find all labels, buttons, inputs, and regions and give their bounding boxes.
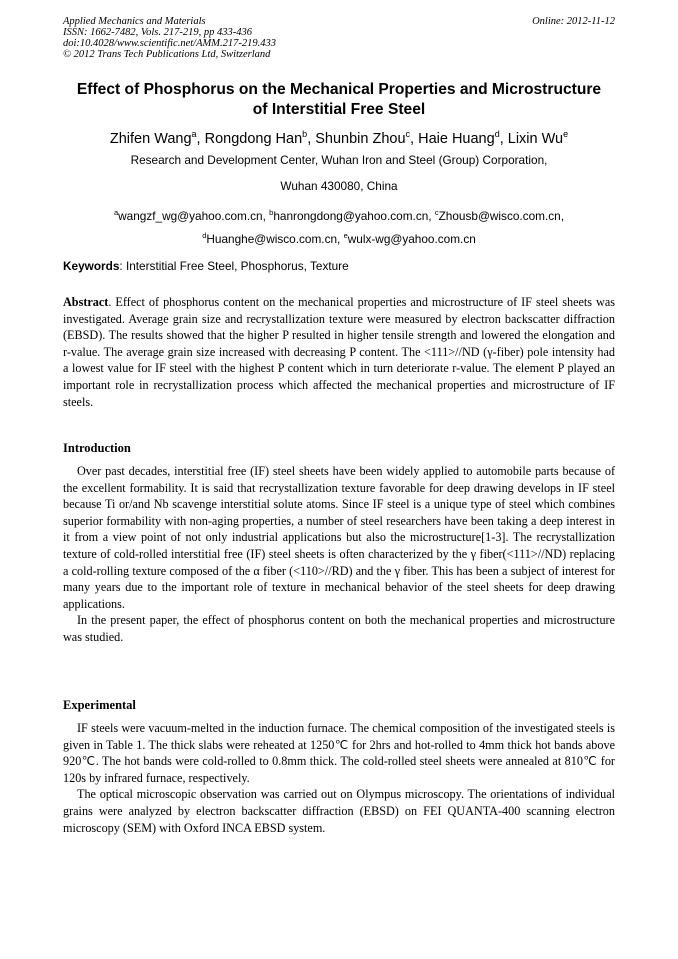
introduction-heading: Introduction bbox=[63, 441, 131, 455]
journal-header bbox=[63, 16, 615, 60]
email-mark: a bbox=[113, 208, 119, 217]
author-name: Zhifen Wang bbox=[109, 130, 192, 147]
title-line-2: of Interstitial Free Steel bbox=[252, 101, 426, 118]
experimental-body bbox=[63, 720, 615, 836]
keywords-text: : Interstitial Free Steel, Phosphorus, Texture bbox=[119, 259, 349, 273]
author-name: Haie Huang bbox=[418, 130, 495, 147]
title-line-1: Effect of Phosphorus on the Mechanical Properties and Microstructure bbox=[76, 81, 602, 98]
email-mark: b bbox=[269, 208, 274, 217]
keywords-label: Keywords bbox=[63, 259, 120, 273]
email-link[interactable]: Huanghe@wisco.com.cn, bbox=[206, 231, 344, 246]
email-link[interactable]: hanrongdong@yahoo.com.cn, bbox=[273, 208, 435, 223]
author-affil-mark: d bbox=[494, 129, 500, 139]
author-separator: , bbox=[196, 130, 205, 147]
author-affil-mark: b bbox=[302, 129, 308, 139]
email-link[interactable]: wulx-wg@yahoo.com.cn bbox=[347, 231, 476, 246]
keywords bbox=[63, 259, 615, 274]
author-separator: , bbox=[499, 130, 508, 147]
affiliation-line-2: Wuhan 430080, China bbox=[280, 179, 398, 193]
author-affil-mark: e bbox=[563, 129, 569, 139]
author-separator: , bbox=[410, 130, 419, 147]
introduction-paragraph-1: Over past decades, interstitial free (IF) steel sheets have been widely applied to automobile parts because of the excellent formability. It is said that recrystallization texture favorable for deep drawing develops in IF steel because Ti or/and Nb scavenge interstitial solute atoms. Since IF steel is a unique type of steel which combines superior formability with non-aging properties, a number of steel researchers have been taking a deep interest in it from a view point of not only industrial applications but also the microstructure[1-3]. The recrystallization texture of cold-rolled interstitial free (IF) steel sheets is often characterized by the γ fiber(<111>//ND) replacing a cold-rolling texture composed of the α fiber (<110>//RD) and the γ fiber. This has been a subject of interest for many years due to the important role of texture in mechanical behavior of the steel sheets for deep drawing applications. bbox=[63, 464, 615, 611]
affiliation-line-1: Research and Development Center, Wuhan Iron and Steel (Group) Corporation, bbox=[130, 153, 548, 167]
abstract bbox=[63, 294, 615, 410]
email-link[interactable]: wangzf_wg@yahoo.com.cn, bbox=[118, 208, 270, 223]
email-mark: d bbox=[202, 230, 207, 240]
author-separator: , bbox=[307, 130, 316, 147]
experimental-paragraph-2: The optical microscopic observation was carried out on Olympus microscopy. The orientations of individual grains were analyzed by electron backscatter diffraction (EBSD) on FEI QUANTA-400 scanning electron microscopy (SEM) with Oxford INCA EBSD system. bbox=[63, 787, 615, 835]
doi-line: doi:10.4028/www.scientific.net/AMM.217-219.433 bbox=[63, 38, 276, 49]
journal-name: Applied Mechanics and Materials bbox=[63, 16, 206, 27]
author-name: Rongdong Han bbox=[204, 130, 303, 147]
abstract-text: . Effect of phosphorus content on the mechanical properties and microstructure of IF steel sheets was investigated. Average grain size and recrystallization texture were measured by electron backscatter diffraction (EBSD). The results showed that the higher P resulted in higher tensile strength and lowered the elongation and r-value. The average grain size increased with decreasing P content. The <111>//ND (γ-fiber) pole intensity had a lowest value for IF steel with the highest P content which in turn deteriorate r-value. The element P played an important role in recrystallization process which affected the mechanical properties and microstructure of IF steels. bbox=[63, 295, 615, 409]
introduction-body bbox=[63, 463, 615, 646]
email-mark: e bbox=[343, 230, 348, 240]
author-affil-mark: a bbox=[191, 129, 197, 139]
abstract-label: Abstract bbox=[63, 295, 109, 309]
email-link[interactable]: Zhousb@wisco.com.cn, bbox=[438, 208, 564, 223]
author-emails bbox=[40, 203, 638, 249]
author-list bbox=[40, 125, 638, 148]
author-name: Lixin Wu bbox=[507, 130, 564, 147]
paper-title bbox=[40, 80, 638, 120]
experimental-paragraph-1: IF steels were vacuum-melted in the induction furnace. The chemical composition of the investigated steels is given in Table 1. The thick slabs were reheated at 1250℃ for 2hrs and hot-rolled to 4mm thick hot bands above 920℃. The hot bands were cold-rolled to 0.8mm thick. The cold-rolled steel sheets were annealed at 810℃ for 120s by infrared furnace, respectively. bbox=[63, 721, 615, 785]
email-mark: c bbox=[434, 208, 439, 217]
introduction-paragraph-2: In the present paper, the effect of phosphorus content on both the mechanical properties and microstructure was studied. bbox=[63, 613, 615, 644]
online-date: Online: 2012-11-12 bbox=[532, 16, 615, 27]
issn-line: ISSN: 1662-7482, Vols. 217-219, pp 433-436 bbox=[63, 27, 252, 38]
copyright-line: © 2012 Trans Tech Publications Ltd, Switzerland bbox=[63, 49, 271, 60]
author-name: Shunbin Zhou bbox=[315, 130, 406, 147]
experimental-heading: Experimental bbox=[63, 698, 136, 712]
author-affil-mark: c bbox=[405, 129, 411, 139]
